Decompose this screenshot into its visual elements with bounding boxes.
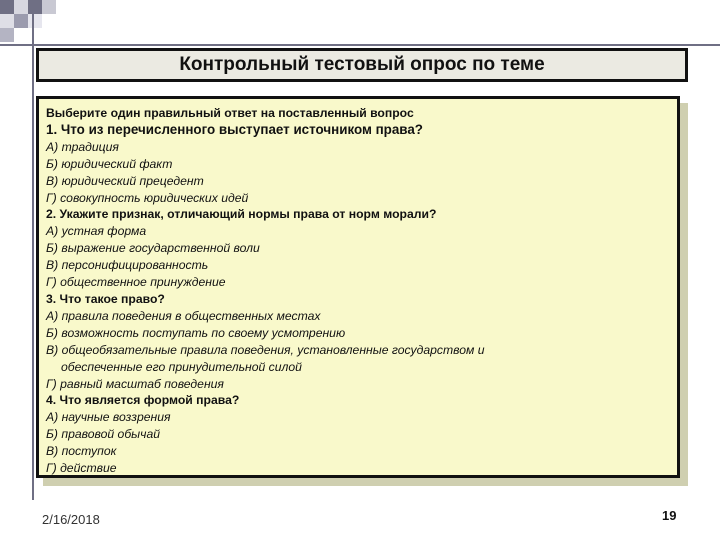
answer-option: А) научные воззрения: [46, 410, 171, 425]
answer-option: Б) правовой обычай: [46, 427, 161, 442]
answer-option: В) юридический прецедент: [46, 173, 204, 188]
question-line: 3. Что такое право?: [46, 291, 165, 306]
title-banner: [36, 48, 688, 82]
left-rule: [32, 0, 34, 500]
question-line: 1. Что из перечисленного выступает источником права?: [46, 121, 423, 137]
answer-option: Б) выражение государственной воли: [46, 241, 260, 256]
answer-option: Г) общественное принуждение: [46, 275, 226, 290]
answer-option: А) устная форма: [46, 224, 147, 239]
question-panel: [36, 96, 680, 478]
question-line: Выберите один правильный ответ на поставленный вопрос: [46, 106, 414, 120]
answer-option: Б) возможность поступать по своему усмотрению: [46, 325, 346, 340]
slide-title: Контрольный тестовый опрос по теме: [179, 54, 545, 75]
answer-option: А) традиция: [46, 139, 119, 154]
answer-option: А) правила поведения в общественных местах: [46, 308, 321, 323]
answer-option: В) поступок: [46, 444, 117, 459]
answer-option: Б) юридический факт: [46, 156, 173, 171]
answer-option: обеспеченные его принудительной силой: [61, 359, 302, 374]
answer-option: Г) совокупность юридических идей: [46, 190, 249, 205]
slide-date: 2/16/2018: [42, 512, 100, 527]
answer-option: В) общеобязательные правила поведения, установленные государством и: [46, 342, 485, 357]
answer-option: Г) равный масштаб поведения: [46, 376, 224, 391]
header-rule: [0, 44, 720, 46]
page-number: 19: [662, 508, 677, 523]
answer-option: Г) действие: [46, 461, 117, 476]
question-list: [46, 105, 671, 477]
decorative-squares: [0, 0, 80, 44]
question-line: 2. Укажите признак, отличающий нормы права от норм морали?: [46, 207, 437, 222]
question-line: 4. Что является формой права?: [46, 393, 240, 408]
answer-option: В) персонифицированность: [46, 258, 209, 273]
